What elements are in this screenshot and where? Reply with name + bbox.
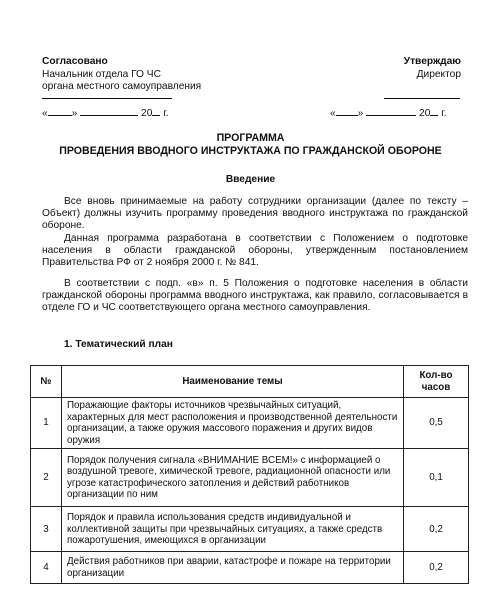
table-row: [31, 398, 469, 449]
date-month-blank: [80, 106, 138, 116]
row-hours: 0,2: [404, 507, 469, 552]
row-number: 2: [31, 449, 62, 507]
date-year-blank: [430, 106, 438, 116]
table-row: [31, 507, 469, 552]
document-title: ПРОГРАММА: [216, 132, 285, 144]
introduction-paragraph-3: В соответствии с подп. «в» п. 5 Положения о подготовке населения в области гражданской обороны программа вводного инструктажа, как правило, согласовывается в отделе ГО и ЧС соответствующего органа местного самоуправления.: [42, 278, 468, 313]
date-year-end: г.: [163, 108, 169, 119]
section-heading-thematic-plan: 1. Тематический план: [64, 339, 173, 350]
approval-left-organization: органа местного самоуправления: [42, 81, 202, 92]
approval-right-position: Директор: [416, 69, 461, 80]
approval-right-date: [330, 106, 447, 120]
row-hours: 0,1: [404, 449, 469, 507]
row-topic: Поражающие факторы источников чрезвычайных ситуаций, характерных для мест расположения и производственной деятельности организации, а также оружия массового поражения и других видов оружия: [62, 398, 404, 449]
approval-right-signature-line: [384, 98, 460, 99]
date-month-blank: [366, 106, 416, 116]
date-day-blank: [336, 106, 358, 116]
row-topic: Порядок и правила использования средств индивидуальной и коллективной защиты при чрезвычайных ситуациях, а также средств пожаротушения, имеющихся в организации: [62, 507, 404, 552]
column-header-hours: Кол-во часов: [404, 366, 469, 398]
column-header-number: №: [31, 366, 62, 398]
thematic-plan-table: [30, 365, 469, 584]
approval-left-date: [42, 106, 169, 120]
date-day-blank: [48, 106, 72, 116]
row-topic: Порядок получения сигнала «ВНИМАНИЕ ВСЕМ!» с информацией о воздушной тревоге, химической тревоге, радиационной опасности или угрозе катастрофического затопления и действий работников организации по ним: [62, 449, 404, 507]
document-subtitle: ПРОВЕДЕНИЯ ВВОДНОГО ИНСТРУКТАЖА ПО ГРАЖДАНСКОЙ ОБОРОНЕ: [59, 145, 442, 157]
approval-left-heading: Согласовано: [42, 56, 108, 67]
introduction-paragraph-2: Данная программа разработана в соответствии с Положением о подготовке населения в области гражданской обороны, утвержденным постановлением Правительства РФ от 2 ноября 2000 г. № 841.: [42, 233, 468, 268]
column-header-topic: Наименование темы: [62, 366, 404, 398]
table-header-row: [31, 366, 469, 398]
date-year-prefix: 20: [141, 108, 153, 119]
row-hours: 0,2: [404, 552, 469, 584]
approval-right-heading: Утверждаю: [403, 56, 461, 67]
date-year-end: г.: [441, 108, 447, 119]
date-year-blank: [152, 106, 160, 116]
table-row: [31, 552, 469, 584]
row-hours: 0,5: [404, 398, 469, 449]
introduction-paragraph-1: Все вновь принимаемые на работу сотрудники организации (далее по тексту – Объект) должны изучить программу проведения вводного инструктажа по гражданской обороне.: [42, 196, 468, 231]
date-quote-open: «: [330, 108, 336, 119]
date-quote-open: «: [42, 108, 48, 119]
row-number: 1: [31, 398, 62, 449]
date-year-prefix: 20: [419, 108, 431, 119]
approval-left-position: Начальник отдела ГО ЧС: [42, 69, 161, 80]
date-quote-close: »: [357, 108, 364, 119]
row-number: 3: [31, 507, 62, 552]
date-quote-close: »: [71, 108, 78, 119]
table-row: [31, 449, 469, 507]
introduction-heading: Введение: [225, 174, 276, 185]
row-topic: Действия работников при аварии, катастрофе и пожаре на территории организации: [62, 552, 404, 584]
approval-left-signature-line: [42, 98, 172, 99]
row-number: 4: [31, 552, 62, 584]
